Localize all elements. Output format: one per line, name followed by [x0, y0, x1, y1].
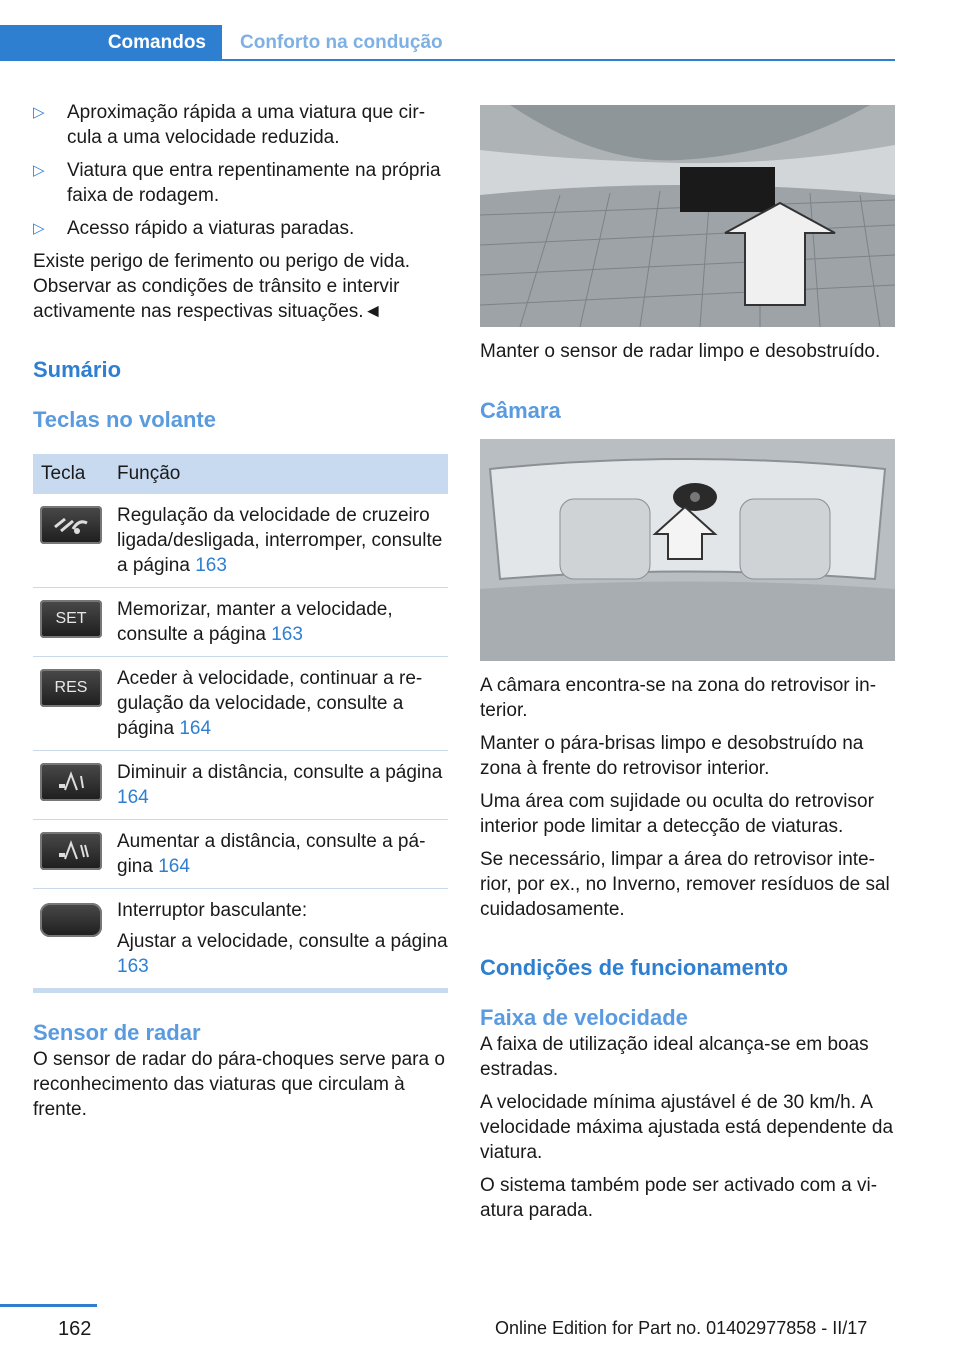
camera-paragraph: Se necessário, limpar a área do retrovisor interior, por ex., no Inverno, remover resíduos de sal cuidadosamente. — [480, 849, 890, 920]
page-link[interactable]: 163 — [195, 555, 227, 576]
res-key-icon: RES — [40, 669, 102, 707]
distance-increase-key-icon — [40, 832, 102, 870]
list-item — [33, 216, 448, 241]
page-header — [0, 25, 895, 63]
camera-paragraph: Manter o pára-brisas limpo e desobstruído na zona à frente do retrovisor interior. — [480, 733, 864, 779]
speed-paragraph: A faixa de utilização ideal alcança-se em boas estradas. — [480, 1034, 869, 1080]
speed-text — [480, 1032, 895, 1223]
table-row — [33, 751, 448, 820]
triangle-bullet-icon: ▷ — [33, 162, 45, 179]
camera-paragraph: A câmara encontra-se na zona do retrovisor interior. — [480, 675, 877, 721]
page-link[interactable]: 164 — [179, 718, 212, 739]
heading-radar-sensor: Sensor de radar — [33, 1020, 201, 1045]
bullet-text: Viatura que entra repentinamente na própria faixa de rodagem. — [67, 160, 441, 206]
function-text: Aumentar a distância, consulte a página — [117, 831, 426, 877]
table-bottom-rule — [33, 988, 448, 993]
table-row — [33, 889, 448, 988]
keys-table — [33, 454, 448, 993]
page-link[interactable]: 164 — [158, 856, 190, 877]
page-link[interactable]: 163 — [271, 624, 303, 645]
table-cell-function — [117, 597, 448, 647]
table-header — [33, 454, 448, 494]
list-item — [33, 100, 448, 150]
cruise-control-key-icon — [40, 506, 102, 544]
heading-camera: Câmara — [480, 398, 561, 423]
warning-text: Existe perigo de ferimento ou perigo de vida. Observar as condições de trânsito e intervir activamente nas respectivas situações.◄ — [33, 251, 411, 322]
camera-paragraph: Uma área com sujidade ou oculta do retrovisor interior pode limitar a detecção de viaturas. — [480, 791, 874, 837]
list-item — [33, 158, 448, 208]
triangle-bullet-icon: ▷ — [33, 220, 45, 237]
tab-conforto-na-conducao[interactable]: Conforto na condução — [240, 32, 443, 53]
footer-rule — [0, 1304, 97, 1307]
left-column — [33, 100, 448, 1122]
table-row — [33, 588, 448, 657]
radar-caption: Manter o sensor de radar limpo e desobstruído. — [480, 341, 881, 362]
camera-text — [480, 673, 895, 922]
table-row — [33, 494, 448, 588]
camera-image — [480, 439, 895, 661]
function-text: Interruptor basculante: — [117, 900, 308, 921]
radar-sensor-image — [480, 105, 895, 327]
table-cell-function — [117, 829, 448, 879]
table-cell-function — [117, 760, 448, 810]
function-text: Memorizar, manter a velocidade, consulte a página — [117, 599, 393, 645]
rocker-switch-icon — [40, 903, 102, 937]
table-cell-function — [117, 503, 448, 578]
function-text: Diminuir a distância, consulte a página — [117, 762, 443, 783]
triangle-bullet-icon: ▷ — [33, 104, 45, 121]
footer-edition: Online Edition for Part no. 01402977858 - II/17 — [495, 1318, 868, 1338]
distance-decrease-key-icon — [40, 763, 102, 801]
bullet-text: Acesso rápido a viaturas paradas. — [67, 218, 355, 239]
function-text: Ajustar a velocidade, consulte a página — [117, 931, 448, 952]
header-rule — [0, 59, 895, 61]
set-key-icon: SET — [40, 600, 102, 638]
heading-steering-keys: Teclas no volante — [33, 407, 216, 432]
bullet-text: Aproximação rápida a uma viatura que circula a uma velocidade reduzida. — [67, 102, 426, 148]
table-row — [33, 657, 448, 751]
page-link[interactable]: 163 — [117, 956, 149, 977]
column-header-function: Função — [117, 463, 181, 484]
table-cell-function — [117, 666, 448, 741]
radar-description: O sensor de radar do pára-choques serve para o reconhecimento das viaturas que circulam à frente. — [33, 1049, 445, 1120]
page-number: 162 — [58, 1318, 92, 1340]
heading-operating-conditions: Condições de funcionamento — [480, 955, 789, 980]
tab-comandos[interactable]: Comandos — [0, 25, 222, 61]
function-text: Aceder à velocidade, continuar a regulação da velocidade, consulte a página — [117, 668, 423, 739]
table-cell-function — [117, 898, 448, 979]
function-text: Regulação da velocidade de cruzeiro ligada/desligada, interromper, consulte a página — [117, 505, 443, 576]
heading-speed-range: Faixa de velocidade — [480, 1005, 688, 1030]
function-text-2 — [117, 929, 448, 979]
right-column — [480, 100, 895, 1223]
column-header-key: Tecla — [41, 463, 86, 484]
heading-summary: Sumário — [33, 357, 122, 382]
table-row — [33, 820, 448, 889]
speed-paragraph: A velocidade mínima ajustável é de 30 km/h. A velocidade máxima ajustada está dependente da viatura. — [480, 1092, 894, 1163]
speed-paragraph: O sistema também pode ser activado com a viatura parada. — [480, 1175, 878, 1221]
page-link[interactable]: 164 — [117, 787, 149, 808]
